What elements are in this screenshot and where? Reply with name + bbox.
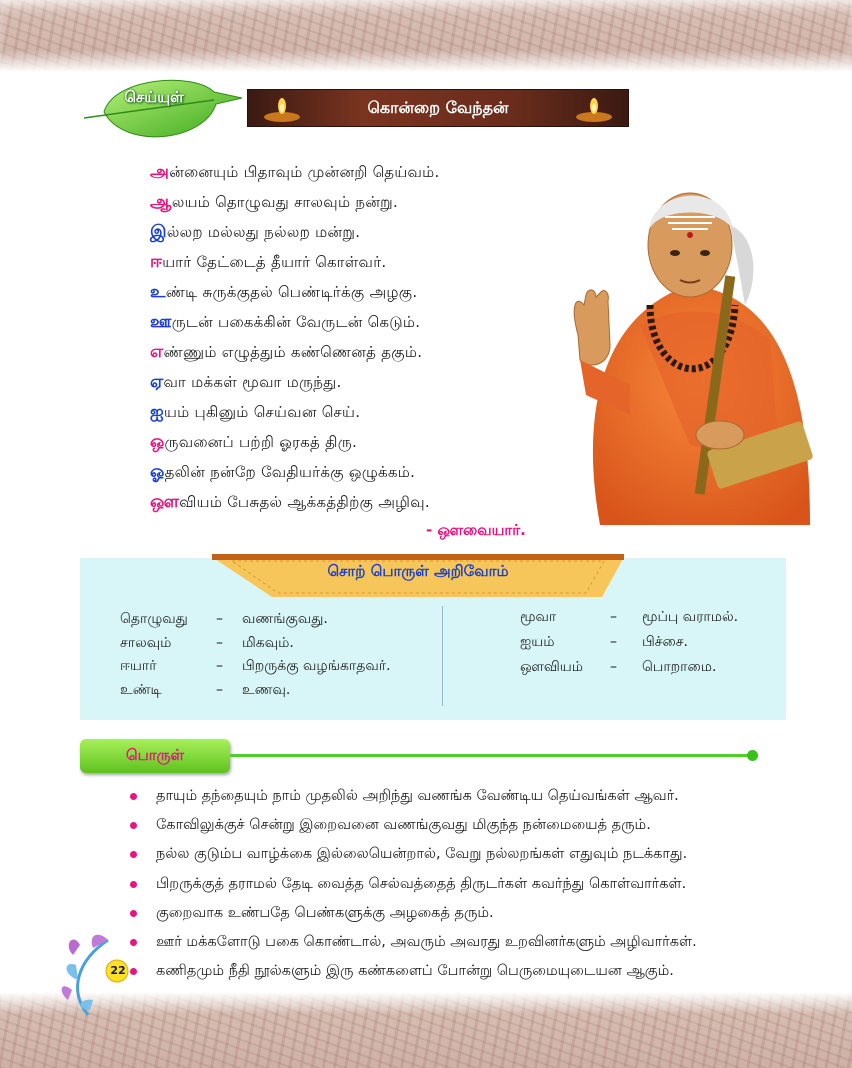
poem-line xyxy=(150,307,570,337)
bullet-icon xyxy=(130,881,137,888)
peepal-leaf-icon xyxy=(84,72,244,152)
glossary-word: ஐயம் xyxy=(520,634,555,650)
meaning-list xyxy=(130,782,810,986)
meaning-item xyxy=(130,928,810,957)
bullet-icon xyxy=(130,851,137,858)
poem-line xyxy=(150,457,570,487)
bullet-icon xyxy=(130,793,137,800)
meaning-text: கணிதமும் நீதி நூல்களும் இரு கண்களைப் போன்று பெருமையுடையன ஆகும். xyxy=(156,963,674,980)
glossary-meaning: உணவு. xyxy=(242,681,291,698)
glossary-entry xyxy=(520,634,852,654)
meaning-item xyxy=(130,957,810,986)
glossary-dash: – xyxy=(216,634,223,651)
glossary-dash: – xyxy=(216,681,223,698)
poem-line-text: யார் தேட்டைத் தீயார் கொள்வர். xyxy=(162,253,387,271)
glossary-entry xyxy=(520,659,852,679)
glossary-meaning: பிச்சை. xyxy=(642,634,688,650)
poem-line xyxy=(150,337,570,367)
title-banner xyxy=(247,89,629,127)
glossary-entry xyxy=(120,658,480,678)
poem-line-initial: ஒ xyxy=(150,432,165,452)
glossary-word: மூவா xyxy=(520,609,557,625)
poem-line-text: ண்ணும் எழுத்தும் கண்ணெனத் தகும். xyxy=(163,343,423,361)
poem-line xyxy=(150,247,570,277)
glossary-dash: – xyxy=(610,659,617,675)
poem-line-initial: ஈ xyxy=(150,252,163,272)
glossary-title: சொற் பொருள் அறிவோம் xyxy=(327,562,509,580)
meaning-text: நல்ல குடும்ப வாழ்க்கை இல்லையென்றால், வேறு நல்லறங்கள் எதுவும் நடக்காது. xyxy=(156,846,688,863)
poem-line xyxy=(150,397,570,427)
glossary-entry xyxy=(120,682,480,702)
glossary-word: உண்டி xyxy=(120,681,162,698)
glossary-meaning: பிறருக்கு வழங்காதவர். xyxy=(242,658,391,674)
oil-lamp-icon xyxy=(572,94,616,124)
poem-line-text: ருவனைப் பற்றி ஓரகத் திரு. xyxy=(164,433,358,451)
poem-line xyxy=(150,367,570,397)
meaning-item xyxy=(130,870,810,899)
poem-line-initial: ஔ xyxy=(150,492,180,512)
section-divider-line xyxy=(230,754,750,757)
glossary-dash: – xyxy=(216,658,223,674)
poem-author: - ஔவையார். xyxy=(426,521,526,539)
poem-line-text: ன்னையும் பிதாவும் முன்னறி தெய்வம். xyxy=(169,163,440,181)
bullet-icon xyxy=(130,822,137,829)
meaning-text: பிறருக்குத் தராமல் தேடி வைத்த செல்வத்தைத் திருடர்கள் கவர்ந்து கொள்வார்கள். xyxy=(156,875,687,892)
meaning-text: குறைவாக உண்பதே பெண்களுக்கு அழகைத் தரும். xyxy=(156,904,494,921)
poem-line xyxy=(150,157,570,187)
poem-line-initial: அ xyxy=(150,162,170,182)
glossary-entry xyxy=(120,635,480,655)
poem-line-text: யம் புகினும் செய்வன செய். xyxy=(163,403,361,421)
glossary-word: சாலவும் xyxy=(120,634,172,651)
divider-end-dot xyxy=(747,750,758,761)
poem-line-initial: ஆ xyxy=(150,192,172,212)
poem-line xyxy=(150,217,570,247)
poem-line xyxy=(150,487,570,517)
glossary-meaning: மூப்பு வராமல். xyxy=(642,609,739,625)
poem-verses xyxy=(150,157,570,517)
poem-line-text: வா மக்கள் மூவா மருந்து. xyxy=(163,373,342,391)
poem-line-initial: ஐ xyxy=(150,402,164,422)
poem-line-text: லயம் தொழுவது சாலவும் நன்று. xyxy=(171,193,399,211)
poem-line-initial: ஓ xyxy=(150,462,165,482)
bullet-icon xyxy=(130,910,137,917)
glossary-entry xyxy=(120,611,480,631)
section-label-poem: செய்யுள் xyxy=(124,88,184,106)
poem-line-text: ல்லற மல்லது நல்லற மன்று. xyxy=(166,223,361,241)
page-number: 22 xyxy=(110,964,126,977)
poem-line-text: ருடன் பகைக்கின் வேருடன் கெடும். xyxy=(171,313,421,331)
glossary-meaning: மிகவும். xyxy=(242,634,294,651)
poem-line-text: ண்டி சுருக்குதல் பெண்டிர்க்கு அழகு. xyxy=(165,283,418,301)
poem-line-initial: இ xyxy=(150,222,167,242)
meaning-item xyxy=(130,899,810,928)
meaning-item xyxy=(130,811,810,840)
meaning-item xyxy=(130,840,810,869)
meaning-section-label: பொருள் xyxy=(125,746,185,764)
glossary-entry xyxy=(520,609,852,629)
avvaiyar-illustration xyxy=(540,165,840,525)
top-decorative-band xyxy=(0,0,852,72)
poem-line xyxy=(150,277,570,307)
page-title: கொன்றை வேந்தன் xyxy=(367,98,509,117)
glossary-dash: – xyxy=(610,634,617,650)
glossary-dash: – xyxy=(610,609,617,625)
poem-line xyxy=(150,427,570,457)
meaning-text: ஊர் மக்களோடு பகை கொண்டால், அவரும் அவரது உறவினர்களும் அழிவார்கள். xyxy=(156,933,697,950)
poem-line-initial: உ xyxy=(150,282,166,302)
poem-line-text: தலின் நன்றே வேதியர்க்கு ஒழுக்கம். xyxy=(164,463,416,481)
glossary-word: ஈயார் xyxy=(120,658,157,674)
meaning-text: தாயும் தந்தையும் நாம் முதலில் அறிந்து வணங்க வேண்டிய தெய்வங்கள் ஆவர். xyxy=(156,788,679,804)
meaning-text: கோவிலுக்குச் சென்று இறைவனை வணங்குவது மிகுந்த நன்மையைத் தரும். xyxy=(156,817,651,834)
poem-line-text: வியம் பேசுதல் ஆக்கத்திற்கு அழிவு. xyxy=(179,493,430,511)
poem-line xyxy=(150,187,570,217)
poem-line-initial: எ xyxy=(150,342,164,362)
glossary-meaning: பொறாமை. xyxy=(642,659,717,675)
poem-line-initial: ஏ xyxy=(150,372,164,392)
glossary-dash: – xyxy=(216,611,223,627)
glossary-word: ஔவியம் xyxy=(520,659,584,675)
poem-line-initial: ஊ xyxy=(150,312,172,332)
meaning-item xyxy=(130,782,810,811)
glossary-meaning: வணங்குவது. xyxy=(242,611,328,627)
glossary-word: தொழுவது xyxy=(120,611,188,627)
flower-decoration-icon xyxy=(48,920,148,1020)
